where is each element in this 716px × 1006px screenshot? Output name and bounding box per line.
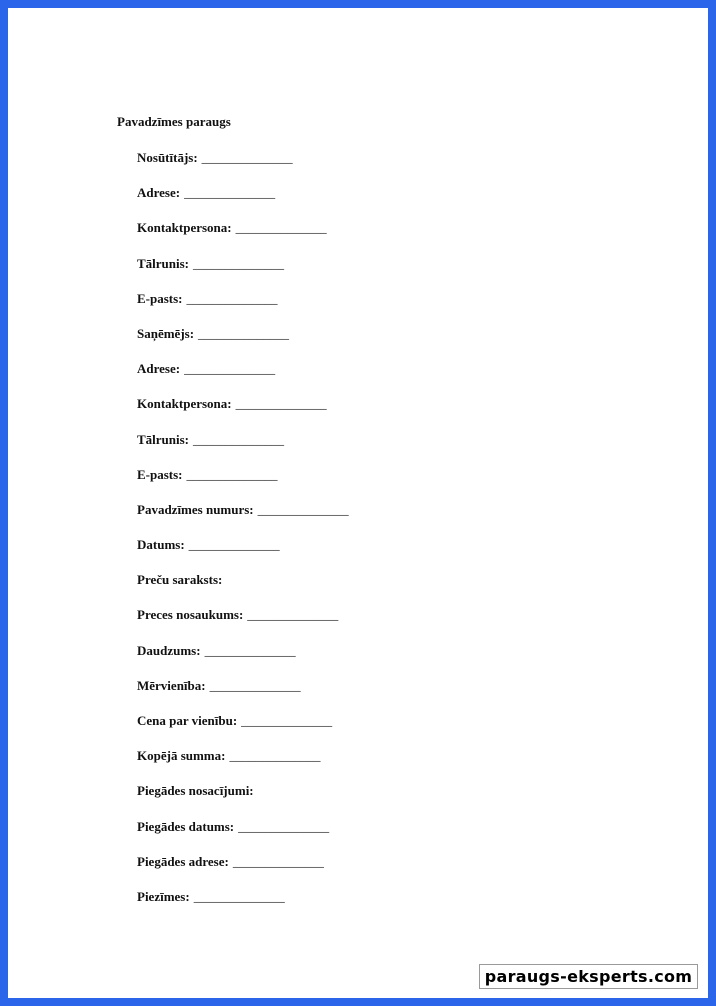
- field-blank-line: ______________: [198, 325, 290, 341]
- field-blank-line: ______________: [235, 396, 327, 412]
- form-field-row: [137, 748, 349, 783]
- field-label: Kontaktpersona:: [137, 220, 232, 236]
- field-label: Piegādes nosacījumi:: [137, 783, 254, 799]
- form-field-row: [137, 256, 349, 291]
- form-field-row: [137, 572, 349, 607]
- field-blank-line: ______________: [186, 466, 278, 482]
- field-label: E-pasts:: [137, 466, 183, 482]
- field-blank-line: ______________: [229, 748, 321, 764]
- field-blank-line: ______________: [232, 853, 324, 869]
- field-label: Datums:: [137, 537, 185, 553]
- form-field-row: [137, 432, 349, 467]
- form-field-row: [137, 361, 349, 396]
- form-field-row: [137, 783, 349, 818]
- field-list: [137, 150, 349, 924]
- field-blank-line: ______________: [238, 818, 330, 834]
- form-field-row: [137, 396, 349, 431]
- form-field-row: [137, 678, 349, 713]
- form-field-row: [137, 150, 349, 185]
- field-blank-line: ______________: [235, 220, 327, 236]
- field-blank-line: ______________: [209, 677, 301, 693]
- field-label: Preces nosaukums:: [137, 607, 244, 623]
- field-blank-line: ______________: [184, 185, 276, 201]
- field-label: Preču saraksts:: [137, 572, 223, 588]
- field-label: Tālrunis:: [137, 255, 190, 271]
- field-blank-line: ______________: [241, 713, 333, 728]
- field-label: Piezīmes:: [137, 888, 190, 904]
- form-field-row: [137, 537, 349, 572]
- field-label: Saņēmējs:: [137, 325, 195, 341]
- field-label: Cena par vienību:: [137, 713, 238, 728]
- field-label: Tālrunis:: [137, 431, 190, 447]
- field-label: Pavadzīmes numurs:: [137, 501, 254, 517]
- document-title: Pavadzīmes paraugs: [117, 114, 231, 129]
- field-blank-line: ______________: [193, 431, 285, 447]
- form-field-row: [137, 607, 349, 642]
- field-blank-line: ______________: [204, 642, 296, 658]
- site-watermark: paraugs-eksperts.com: [479, 964, 698, 989]
- form-field-row: [137, 819, 349, 854]
- field-blank-line: ______________: [184, 361, 276, 377]
- field-blank-line: ______________: [193, 255, 285, 271]
- form-field-row: [137, 326, 349, 361]
- field-label: Mērvienība:: [137, 677, 206, 693]
- form-field-row: [137, 643, 349, 678]
- form-field-row: [137, 713, 349, 748]
- field-label: Piegādes adrese:: [137, 853, 229, 869]
- form-field-row: [137, 291, 349, 326]
- field-blank-line: ______________: [257, 501, 349, 517]
- field-label: Daudzums:: [137, 642, 201, 658]
- form-field-row: [137, 854, 349, 889]
- form-field-row: [137, 467, 349, 502]
- field-label: Kopējā summa:: [137, 748, 226, 764]
- form-field-row: [137, 185, 349, 220]
- field-blank-line: ______________: [247, 607, 339, 623]
- field-label: Kontaktpersona:: [137, 396, 232, 412]
- field-blank-line: ______________: [193, 888, 285, 904]
- field-blank-line: ______________: [186, 290, 278, 306]
- field-label: Adrese:: [137, 361, 181, 377]
- form-field-row: [137, 889, 349, 924]
- field-label: Adrese:: [137, 185, 181, 201]
- form-field-row: [137, 220, 349, 255]
- field-label: Nosūtītājs:: [137, 150, 198, 165]
- field-blank-line: ______________: [201, 150, 293, 165]
- field-blank-line: ______________: [188, 537, 280, 553]
- field-label: E-pasts:: [137, 290, 183, 306]
- field-label: Piegādes datums:: [137, 818, 235, 834]
- form-field-row: [137, 502, 349, 537]
